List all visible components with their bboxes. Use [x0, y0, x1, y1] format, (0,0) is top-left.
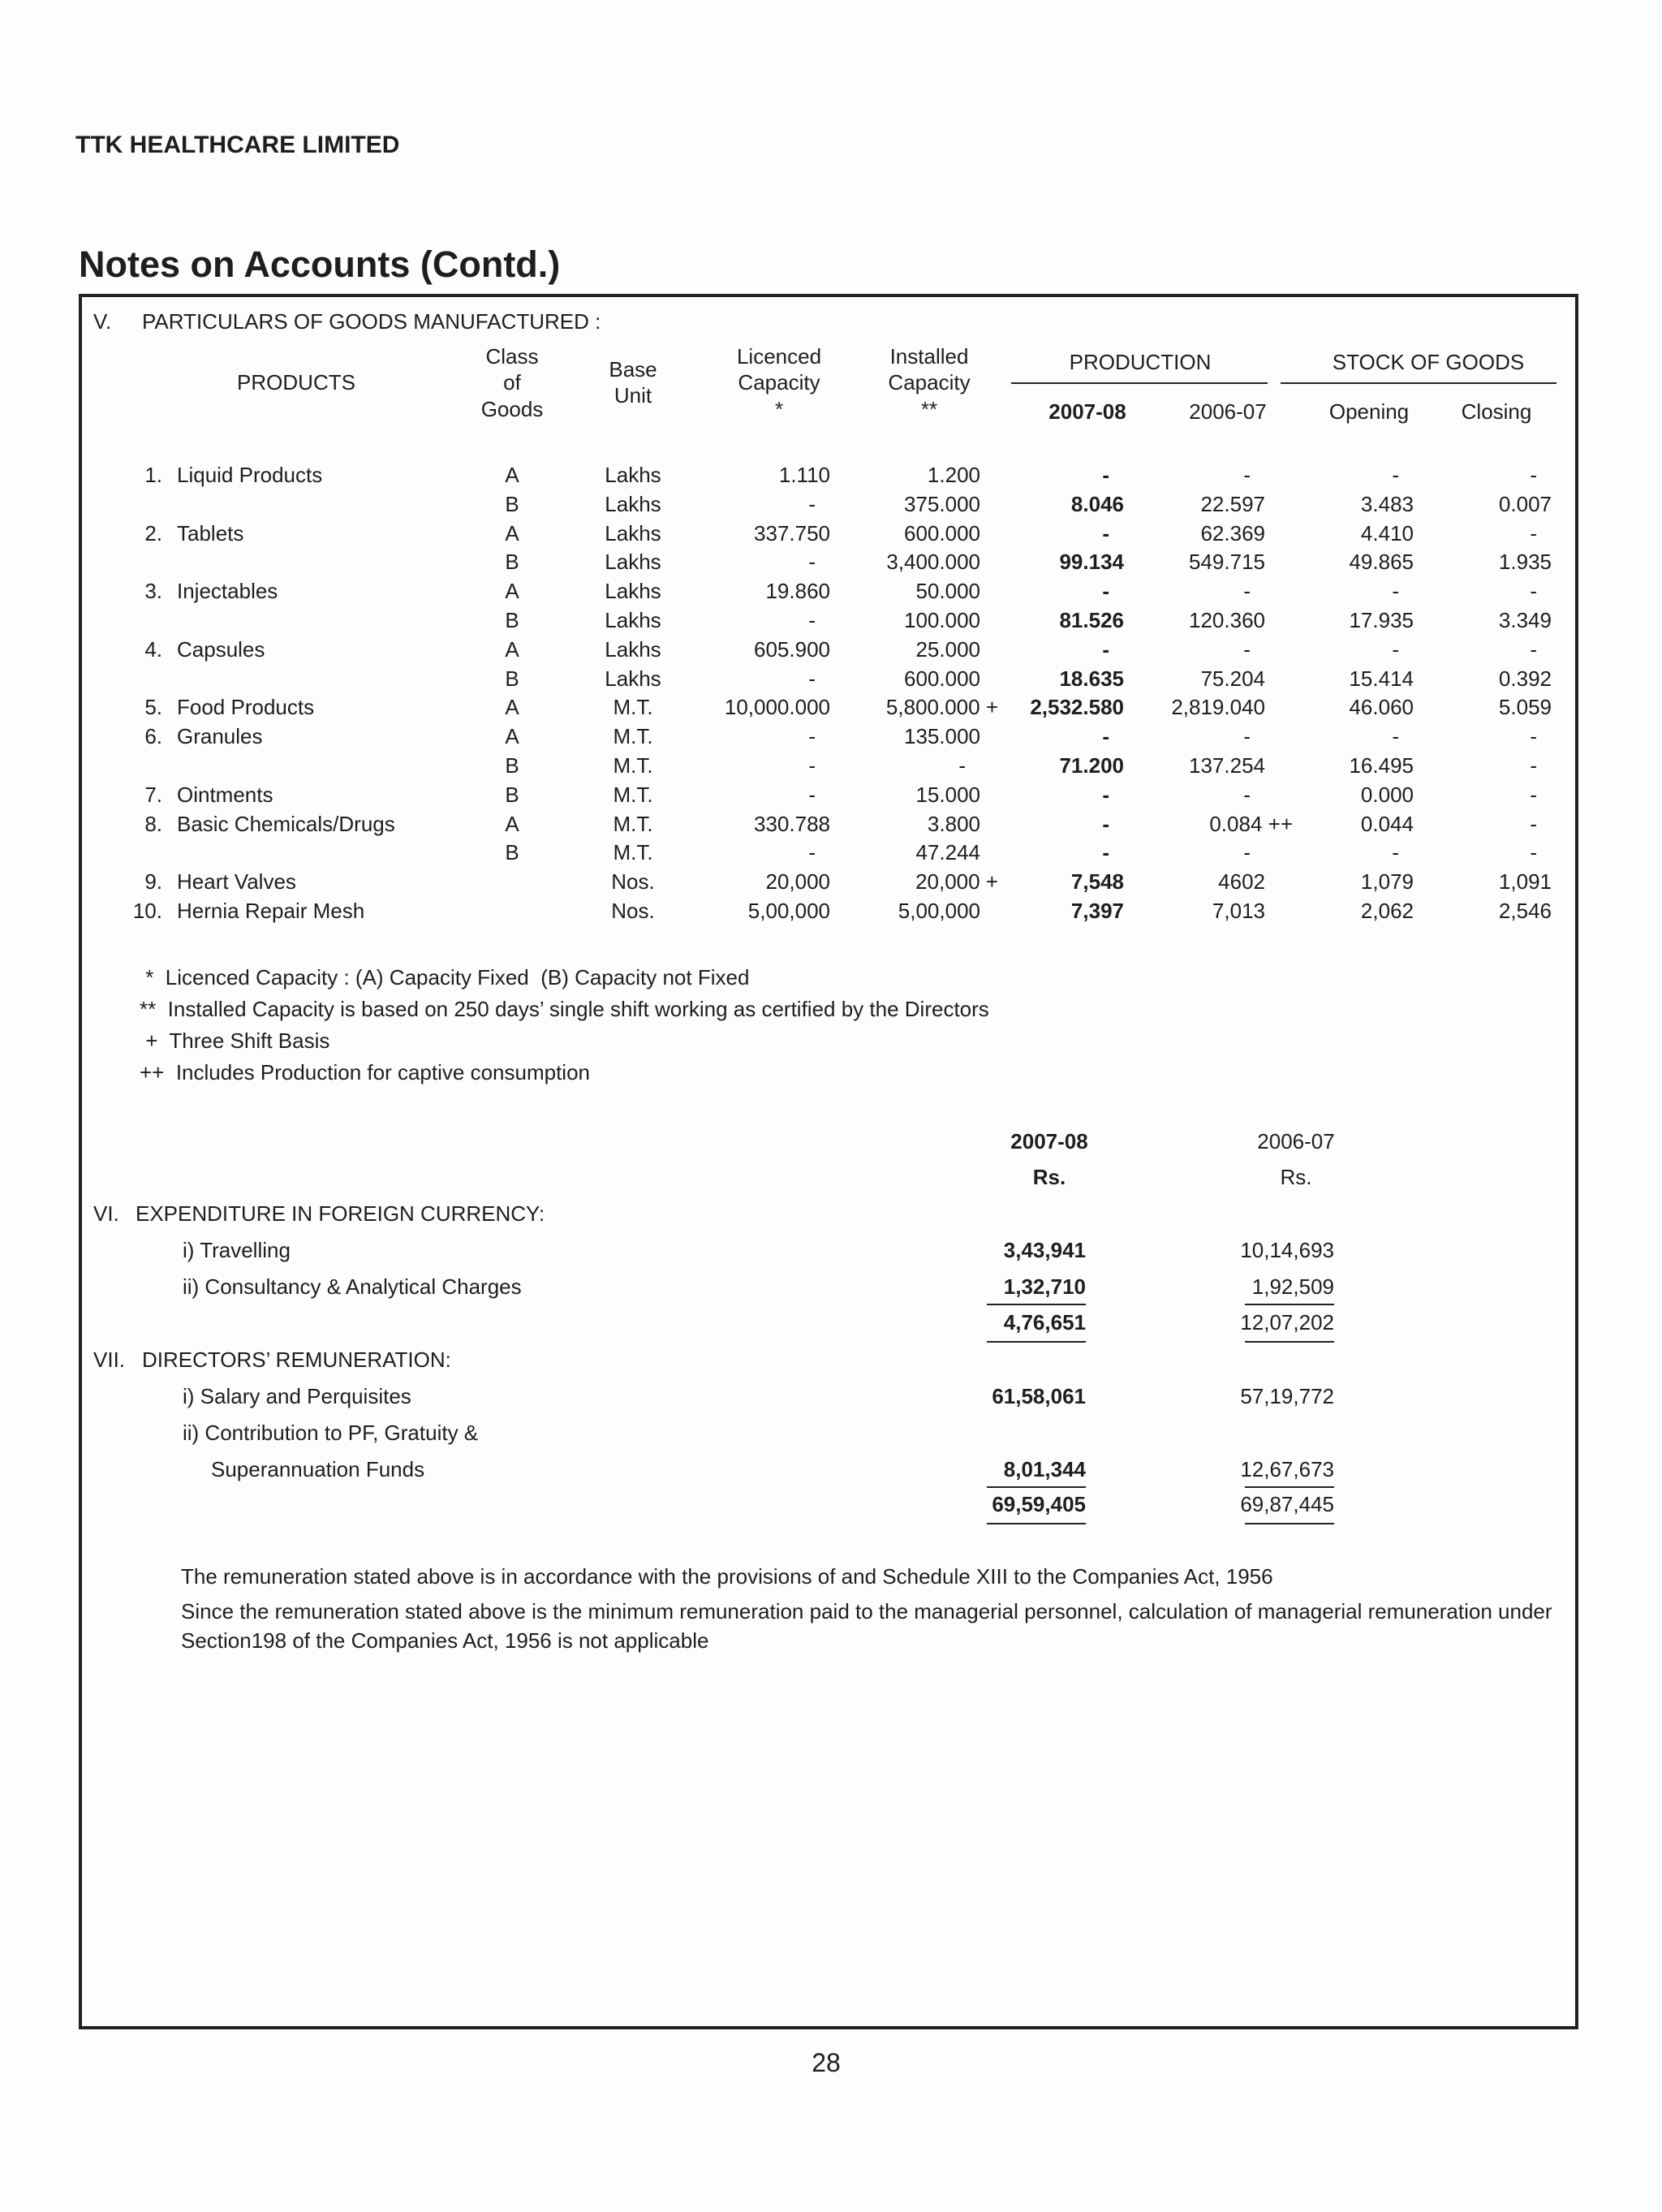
- remuneration-value-2007: 61,58,061: [992, 1384, 1086, 1408]
- product-unit: M.T.: [613, 724, 653, 749]
- header-class-3: Goods: [480, 397, 544, 421]
- stock-opening: 17.935: [1349, 608, 1414, 632]
- licenced-capacity: 20,000: [765, 869, 830, 895]
- production-2007: -: [1102, 782, 1109, 807]
- total-underline: [987, 1341, 1086, 1343]
- product-unit: Lakhs: [605, 550, 661, 575]
- production-2007: -: [1102, 463, 1109, 487]
- total-rule: [1245, 1304, 1334, 1305]
- col-currency-2006: Rs.: [1280, 1165, 1312, 1189]
- expense-value-2007: 3,43,941: [1003, 1238, 1086, 1262]
- product-unit: Lakhs: [605, 636, 661, 662]
- col-header-2006: 2006-07: [1257, 1129, 1335, 1153]
- licenced-capacity: 5,00,000: [747, 899, 830, 923]
- stock-opening: 1,079: [1360, 869, 1414, 895]
- production-2006: 7,013: [1212, 899, 1265, 923]
- total-underline: [1245, 1341, 1334, 1343]
- production-2006: -: [1243, 724, 1251, 749]
- stock-closing: -: [1530, 753, 1537, 778]
- product-number: 9.: [144, 869, 162, 895]
- production-2007: -: [1102, 579, 1109, 604]
- stock-opening: -: [1392, 579, 1399, 604]
- product-class: A: [505, 579, 519, 604]
- remark-section198: Since the remuneration stated above is the minimum remuneration paid to the managerial personnel, calculation of managerial remuneration under Section198 of the Companies Act, 1956 is not applicable: [181, 1599, 1552, 1653]
- production-2007: -: [1102, 840, 1109, 865]
- header-installed-3: **: [920, 397, 938, 421]
- licenced-capacity: -: [808, 550, 816, 575]
- section-v-number: V.: [93, 309, 112, 334]
- footnote: ++ Includes Production for captive consumption: [140, 1060, 590, 1084]
- product-number: 8.: [144, 811, 162, 836]
- product-unit: M.T.: [613, 782, 653, 807]
- remuneration-value-2006: 57,19,772: [1240, 1384, 1334, 1408]
- product-unit: M.T.: [613, 811, 653, 836]
- stock-closing: -: [1530, 579, 1537, 604]
- header-unit-1: Base: [609, 357, 657, 382]
- stock-opening: 0.000: [1360, 782, 1414, 807]
- product-unit: Lakhs: [605, 666, 661, 691]
- production-2006: 75.204: [1200, 666, 1265, 691]
- expense-value-2007: 1,32,710: [1003, 1274, 1086, 1299]
- stock-closing: 2,546: [1498, 899, 1552, 923]
- product-class: A: [505, 724, 519, 749]
- product-name: Tablets: [177, 520, 244, 545]
- header-licenced-2: Capacity: [738, 370, 820, 395]
- total-underline: [987, 1523, 1086, 1524]
- licenced-capacity: 605.900: [754, 636, 830, 662]
- production-2006: 4602: [1218, 869, 1265, 895]
- stock-rule: [1281, 382, 1557, 384]
- header-closing: Closing: [1461, 399, 1532, 424]
- header-installed-2: Capacity: [888, 370, 971, 395]
- licenced-capacity: -: [808, 724, 816, 749]
- page-title: Notes on Accounts (Contd.): [79, 244, 561, 285]
- remuneration-total-2006: 69,87,445: [1240, 1492, 1334, 1516]
- installed-capacity: 47.244: [915, 840, 980, 865]
- product-class: A: [505, 463, 519, 487]
- stock-closing: -: [1530, 811, 1537, 836]
- stock-opening: 2,062: [1360, 899, 1414, 923]
- stock-closing: -: [1530, 724, 1537, 749]
- product-unit: Nos.: [611, 869, 655, 895]
- licenced-capacity: -: [808, 782, 816, 807]
- product-name: Granules: [177, 724, 263, 749]
- licenced-capacity: 19.860: [765, 579, 830, 604]
- product-unit: M.T.: [613, 695, 653, 720]
- product-class: B: [505, 550, 519, 575]
- product-name: Capsules: [177, 636, 265, 662]
- remuneration-value-2007: 8,01,344: [1003, 1457, 1086, 1481]
- remuneration-value-2006: 12,67,673: [1240, 1457, 1334, 1481]
- production-2007: 81.526: [1059, 608, 1124, 632]
- stock-opening: 4.410: [1360, 520, 1414, 545]
- product-class: A: [505, 811, 519, 836]
- production-2007: 8.046: [1070, 491, 1124, 516]
- installed-capacity: -: [958, 753, 966, 778]
- footnote: + Three Shift Basis: [140, 1028, 330, 1053]
- expense-value-2006: 1,92,509: [1251, 1274, 1334, 1299]
- production-2007: -: [1102, 636, 1109, 662]
- total-rule: [987, 1304, 1086, 1305]
- expense-label: i) Travelling: [183, 1238, 291, 1262]
- expense-value-2006: 10,14,693: [1240, 1238, 1334, 1262]
- installed-capacity: 375.000: [904, 491, 980, 516]
- installed-capacity: 600.000: [904, 666, 980, 691]
- stock-opening: 49.865: [1349, 550, 1414, 575]
- product-unit: Lakhs: [605, 520, 661, 545]
- product-number: 2.: [144, 520, 162, 545]
- product-number: 4.: [144, 636, 162, 662]
- footnote: * Licenced Capacity : (A) Capacity Fixed (B) Capacity not Fixed: [140, 965, 750, 990]
- header-licenced-1: Licenced: [736, 344, 822, 369]
- header-unit-2: Unit: [614, 383, 652, 407]
- header-class-2: of: [503, 370, 521, 395]
- stock-closing: 0.392: [1498, 666, 1552, 691]
- company-name: TTK HEALTHCARE LIMITED: [75, 132, 400, 158]
- product-class: B: [505, 753, 519, 778]
- product-class: A: [505, 520, 519, 545]
- production-2007: 71.200: [1059, 753, 1124, 778]
- remuneration-label: i) Salary and Perquisites: [183, 1384, 411, 1408]
- expense-total-2007: 4,76,651: [1003, 1310, 1086, 1335]
- production-rule: [1011, 382, 1268, 384]
- product-class: A: [505, 695, 519, 720]
- product-class: B: [505, 491, 519, 516]
- licenced-capacity: 330.788: [754, 811, 830, 836]
- installed-capacity: 25.000: [915, 636, 980, 662]
- licenced-capacity: -: [808, 491, 816, 516]
- stock-closing: 0.007: [1498, 491, 1552, 516]
- stock-opening: 3.483: [1360, 491, 1414, 516]
- product-number: 7.: [144, 782, 162, 807]
- production-2007: -: [1102, 520, 1109, 545]
- section-vi-title: EXPENDITURE IN FOREIGN CURRENCY:: [136, 1201, 545, 1226]
- remuneration-label-cont: Superannuation Funds: [211, 1457, 425, 1481]
- remuneration-total-2007: 69,59,405: [992, 1492, 1086, 1516]
- licenced-capacity: 1.110: [778, 463, 830, 487]
- expense-label: ii) Consultancy & Analytical Charges: [183, 1274, 522, 1299]
- installed-capacity: 5,00,000: [898, 899, 980, 923]
- product-class: B: [505, 782, 519, 807]
- installed-capacity: 3,400.000: [886, 550, 980, 575]
- production-2006: 120.360: [1189, 608, 1265, 632]
- header-stock: STOCK OF GOODS: [1332, 350, 1525, 374]
- header-prod-2006: 2006-07: [1189, 399, 1267, 424]
- product-number: 5.: [144, 695, 162, 720]
- stock-closing: -: [1530, 782, 1537, 807]
- header-products: PRODUCTS: [237, 370, 355, 395]
- section-vii-title: DIRECTORS’ REMUNERATION:: [142, 1347, 451, 1372]
- stock-closing: -: [1530, 636, 1537, 662]
- product-name: Liquid Products: [177, 463, 323, 487]
- stock-opening: 15.414: [1349, 666, 1414, 691]
- page-number: 28: [812, 2048, 841, 2077]
- installed-capacity: 20,000 +: [915, 869, 998, 895]
- product-unit: M.T.: [613, 753, 653, 778]
- licenced-capacity: -: [808, 840, 816, 865]
- production-2006: -: [1243, 636, 1251, 662]
- production-2006: 549.715: [1189, 550, 1265, 575]
- stock-closing: 3.349: [1498, 608, 1552, 632]
- installed-capacity: 50.000: [915, 579, 980, 604]
- product-number: 6.: [144, 724, 162, 749]
- licenced-capacity: -: [808, 666, 816, 691]
- product-name: Basic Chemicals/Drugs: [177, 811, 395, 836]
- production-2006: 22.597: [1200, 491, 1265, 516]
- production-2006: -: [1243, 840, 1251, 865]
- stock-opening: -: [1392, 463, 1399, 487]
- expense-total-2006: 12,07,202: [1240, 1310, 1334, 1335]
- product-number: 1.: [144, 463, 162, 487]
- product-unit: Lakhs: [605, 491, 661, 516]
- section-v-title: PARTICULARS OF GOODS MANUFACTURED :: [142, 309, 601, 334]
- stock-closing: -: [1530, 520, 1537, 545]
- installed-capacity: 135.000: [904, 724, 980, 749]
- installed-capacity: 1.200: [927, 463, 980, 487]
- stock-closing: 1,091: [1498, 869, 1552, 895]
- total-underline: [1245, 1523, 1334, 1524]
- stock-closing: -: [1530, 840, 1537, 865]
- licenced-capacity: -: [808, 608, 816, 632]
- section-vi-number: VI.: [93, 1201, 119, 1226]
- remark-schedule: The remuneration stated above is in accordance with the provisions of and Schedule XIII to the Companies Act, 1956: [181, 1564, 1273, 1589]
- product-number: 3.: [144, 579, 162, 604]
- production-2006: -: [1243, 463, 1251, 487]
- stock-opening: -: [1392, 724, 1399, 749]
- product-name: Ointments: [177, 782, 273, 807]
- product-class: B: [505, 666, 519, 691]
- product-unit: Lakhs: [605, 579, 661, 604]
- production-2006: -: [1243, 579, 1251, 604]
- installed-capacity: 600.000: [904, 520, 980, 545]
- installed-capacity: 15.000: [915, 782, 980, 807]
- product-unit: Nos.: [611, 899, 655, 923]
- stock-closing: 5.059: [1498, 695, 1552, 720]
- stock-closing: 1.935: [1498, 550, 1552, 575]
- stock-opening: 0.044: [1360, 811, 1414, 836]
- header-class-1: Class: [485, 344, 539, 369]
- total-rule: [987, 1486, 1086, 1488]
- footnote: ** Installed Capacity is based on 250 days’ single shift working as certified by the Directors: [140, 997, 989, 1021]
- product-unit: Lakhs: [605, 463, 661, 487]
- stock-opening: 16.495: [1349, 753, 1414, 778]
- production-2007: 99.134: [1059, 550, 1124, 575]
- production-2007: 18.635: [1059, 666, 1124, 691]
- product-name: Heart Valves: [177, 869, 296, 895]
- header-opening: Opening: [1328, 399, 1410, 424]
- col-currency-2007: Rs.: [1032, 1165, 1066, 1189]
- production-2007: 7,397: [1070, 899, 1124, 923]
- installed-capacity: 5,800.000 +: [885, 695, 998, 720]
- licenced-capacity: -: [808, 753, 816, 778]
- stock-opening: -: [1392, 636, 1399, 662]
- product-name: Food Products: [177, 695, 315, 720]
- header-prod-2007: 2007-08: [1048, 399, 1126, 424]
- section-vii-number: VII.: [93, 1347, 126, 1372]
- product-class: B: [505, 608, 519, 632]
- remuneration-label: ii) Contribution to PF, Gratuity &: [183, 1421, 479, 1445]
- col-header-2007: 2007-08: [1010, 1129, 1088, 1153]
- licenced-capacity: 337.750: [754, 520, 830, 545]
- product-name: Hernia Repair Mesh: [177, 899, 365, 923]
- product-number: 10.: [132, 899, 162, 923]
- stock-opening: -: [1392, 840, 1399, 865]
- stock-opening: 46.060: [1349, 695, 1414, 720]
- product-unit: Lakhs: [605, 608, 661, 632]
- header-installed-1: Installed: [889, 344, 969, 369]
- production-2006: 137.254: [1189, 753, 1265, 778]
- total-rule: [1245, 1486, 1334, 1488]
- installed-capacity: 100.000: [904, 608, 980, 632]
- production-2007: 2,532.580: [1030, 695, 1124, 720]
- production-2007: 7,548: [1070, 869, 1124, 895]
- product-class: B: [505, 840, 519, 865]
- production-2007: -: [1102, 724, 1109, 749]
- header-production: PRODUCTION: [1069, 350, 1212, 374]
- product-class: A: [505, 636, 519, 662]
- production-2006: -: [1243, 782, 1251, 807]
- product-name: Injectables: [177, 579, 278, 604]
- production-2006: 0.084 ++: [1209, 811, 1293, 836]
- production-2006: 2,819.040: [1171, 695, 1265, 720]
- stock-closing: -: [1530, 463, 1537, 487]
- installed-capacity: 3.800: [927, 811, 980, 836]
- licenced-capacity: 10,000.000: [724, 695, 830, 720]
- production-2007: -: [1102, 811, 1109, 836]
- production-2006: 62.369: [1200, 520, 1265, 545]
- product-unit: M.T.: [613, 840, 653, 865]
- header-licenced-3: *: [774, 397, 784, 421]
